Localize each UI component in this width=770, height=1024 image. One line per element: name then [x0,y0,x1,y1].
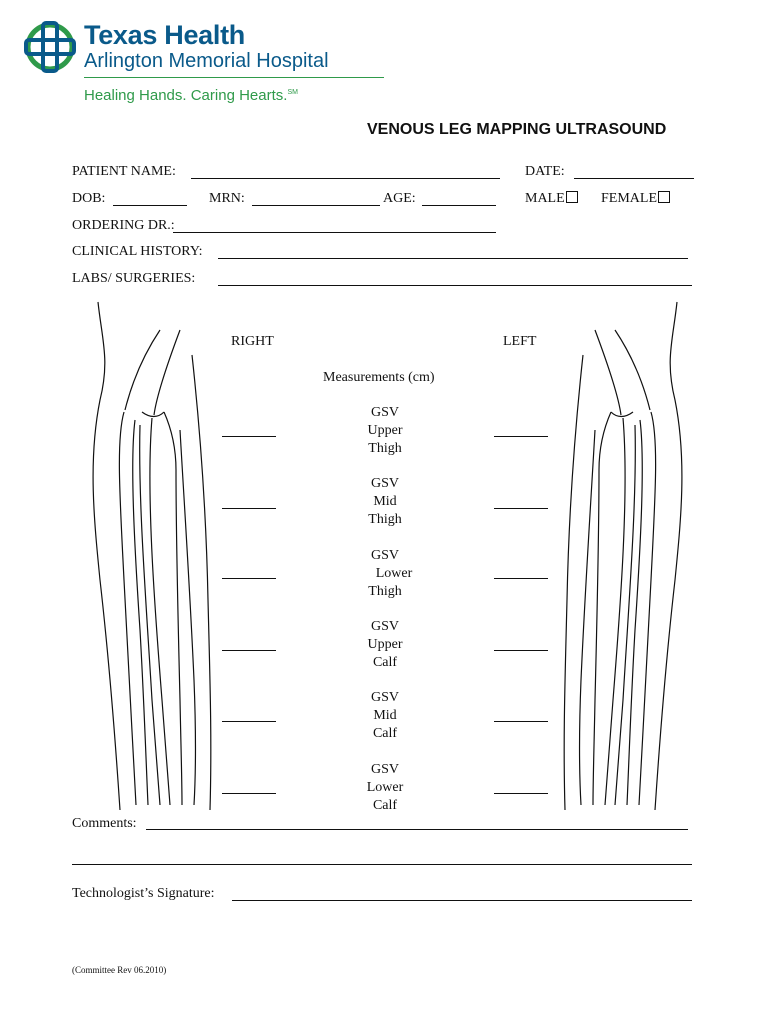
ordering-dr-label: ORDERING DR.: [72,218,175,233]
service-mark: SM [287,89,298,96]
segment-line2: Upper [367,423,403,438]
right-mid-thigh-field[interactable] [222,508,276,509]
segment-line1: GSV [370,405,399,420]
right-lower-calf-field[interactable] [222,793,276,794]
segment-gsv-lower-calf [335,761,435,815]
segment-line3: Calf [372,655,398,670]
comments-field[interactable] [146,829,688,830]
hospital-name: Arlington Memorial Hospital [84,50,329,72]
signature-label: Technologist’s Signature: [72,886,215,901]
segment-line1: GSV [370,619,399,634]
labs-surgeries-field[interactable] [218,285,692,286]
male-checkbox[interactable] [566,191,578,203]
labs-surgeries-label: LABS/ SURGERIES: [72,271,196,286]
female-option [601,191,670,207]
segment-line3: Thigh [368,584,402,599]
segment-gsv-mid-thigh [335,475,435,529]
dob-field[interactable] [113,205,187,206]
comments-field-line2[interactable] [72,864,692,865]
right-label: RIGHT [231,334,274,349]
segment-line3: Thigh [368,512,402,527]
female-checkbox[interactable] [658,191,670,203]
right-leg-diagram [80,300,220,820]
patient-name-label: PATIENT NAME: [72,164,176,179]
segment-gsv-lower-thigh [335,547,435,601]
segment-line1: GSV [370,690,399,705]
segment-gsv-upper-thigh [335,404,435,458]
right-upper-calf-field[interactable] [222,650,276,651]
segment-gsv-mid-calf [335,689,435,743]
segment-line2: Mid [373,494,397,509]
right-upper-thigh-field[interactable] [222,436,276,437]
clinical-history-label: CLINICAL HISTORY: [72,244,203,259]
logo-divider [84,77,384,78]
segment-line2: Upper [367,637,403,652]
patient-name-field[interactable] [191,178,500,179]
left-mid-thigh-field[interactable] [494,508,548,509]
comments-label: Comments: [72,816,137,831]
ordering-dr-field[interactable] [173,232,496,233]
segment-line3: Calf [372,798,398,813]
segment-line3: Thigh [368,441,402,456]
brand-tagline [84,87,298,104]
mrn-label: MRN: [209,191,245,206]
date-label: DATE: [525,164,565,179]
age-label: AGE: [383,191,416,206]
segment-line1: GSV [370,548,399,563]
date-field[interactable] [574,178,694,179]
segment-line1: GSV [370,476,399,491]
mrn-field[interactable] [252,205,380,206]
segment-line1: GSV [370,762,399,777]
female-label: FEMALE [601,191,657,206]
right-lower-thigh-field[interactable] [222,578,276,579]
segment-line2: Lower [366,780,404,795]
left-lower-calf-field[interactable] [494,793,548,794]
brand-tagline-text: Healing Hands. Caring Hearts. [84,87,288,104]
left-leg-diagram [555,300,695,820]
texas-health-logo-icon [22,20,78,74]
signature-field[interactable] [232,900,692,901]
right-mid-calf-field[interactable] [222,721,276,722]
left-upper-thigh-field[interactable] [494,436,548,437]
left-label: LEFT [503,334,537,349]
age-field[interactable] [422,205,496,206]
segment-line3: Calf [372,726,398,741]
left-mid-calf-field[interactable] [494,721,548,722]
document-title: VENOUS LEG MAPPING ULTRASOUND [367,121,667,138]
left-lower-thigh-field[interactable] [494,578,548,579]
dob-label: DOB: [72,191,106,206]
segment-line2: Mid [373,708,397,723]
revision-note: (Committee Rev 06.2010) [72,965,167,975]
left-upper-calf-field[interactable] [494,650,548,651]
brand-name: Texas Health [84,20,245,50]
segment-gsv-upper-calf [335,618,435,672]
measurements-header: Measurements (cm) [323,370,435,385]
male-option [525,191,578,207]
clinical-history-field[interactable] [218,258,688,259]
segment-line2: Lower [375,566,413,581]
male-label: MALE [525,191,565,206]
